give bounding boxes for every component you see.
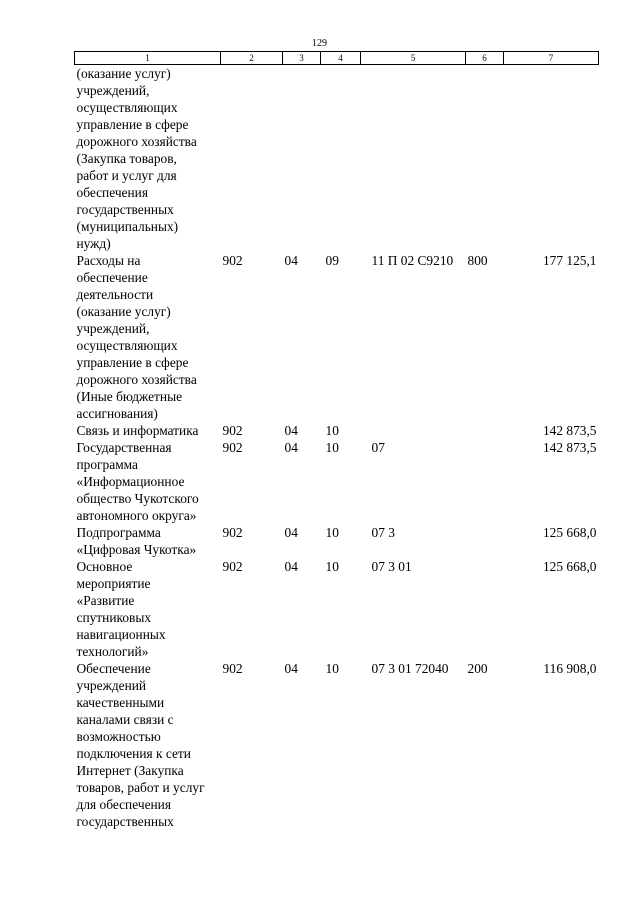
row-section: 04 (284, 423, 298, 438)
row-amount: 116 908,0 (543, 661, 597, 676)
page-number: 129 (312, 38, 327, 49)
row-subsection: 09 (325, 253, 339, 268)
table-row (75, 524, 599, 558)
row-amount: 125 668,0 (542, 559, 597, 574)
row-target-article: 11 П 02 С9210 (371, 253, 454, 268)
budget-table (74, 51, 599, 830)
table-row (75, 252, 599, 422)
table-row (75, 660, 599, 830)
table-row (75, 558, 599, 660)
table-row (75, 65, 599, 253)
row-section: 04 (284, 525, 298, 540)
column-header-4: 4 (321, 52, 361, 65)
row-section: 04 (284, 661, 298, 676)
row-expense-type: 800 (467, 253, 488, 268)
row-subsection: 10 (325, 661, 339, 676)
column-header-5: 5 (361, 52, 466, 65)
table-row (75, 422, 599, 439)
row-expense-type (466, 558, 504, 660)
row-admin-code: 902 (222, 423, 243, 438)
row-expense-type (466, 439, 504, 524)
row-amount: 142 873,5 (542, 423, 597, 438)
row-section: 04 (284, 559, 298, 574)
row-section: 04 (284, 253, 298, 268)
row-amount: 177 125,1 (542, 253, 597, 268)
column-header-6: 6 (466, 52, 504, 65)
row-expense-type (466, 524, 504, 558)
row-admin-code: 902 (222, 661, 243, 676)
row-section (283, 65, 321, 253)
row-target-article: 07 3 01 (371, 559, 412, 574)
row-amount (504, 65, 599, 253)
row-name: Государственная программа «Информационное общество Чукотского автономного округа» (76, 440, 199, 523)
row-section: 04 (284, 440, 298, 455)
row-expense-type: 200 (467, 661, 488, 676)
row-target-article (361, 422, 466, 439)
row-subsection: 10 (325, 440, 339, 455)
row-target-article: 07 3 01 72040 (371, 661, 449, 676)
row-admin-code: 902 (222, 253, 243, 268)
column-header-2: 2 (221, 52, 283, 65)
row-name: Основное мероприятие «Развитие спутниковых навигационных технологий» (76, 559, 166, 659)
row-admin-code: 902 (222, 525, 243, 540)
column-header-3: 3 (283, 52, 321, 65)
row-expense-type (466, 422, 504, 439)
row-amount: 142 873,5 (542, 440, 597, 455)
column-number-row (75, 52, 599, 65)
column-header-1: 1 (75, 52, 221, 65)
row-subsection: 10 (325, 423, 339, 438)
row-expense-type (466, 65, 504, 253)
row-name: (оказание услуг) учреждений, осуществляющих управление в сфере дорожного хозяйства (Закупка товаров, работ и услуг для обеспечения государственных (муниципальных) нужд) (76, 66, 197, 251)
row-target-article (361, 65, 466, 253)
row-subsection (321, 65, 361, 253)
row-amount: 125 668,0 (542, 525, 597, 540)
table-row (75, 439, 599, 524)
row-subsection: 10 (325, 525, 339, 540)
row-name: Связь и информатика (76, 423, 199, 438)
row-target-article: 07 (371, 440, 385, 455)
row-name: Подпрограмма «Цифровая Чукотка» (76, 525, 197, 557)
row-admin-code: 902 (222, 440, 243, 455)
row-name: Обеспечение учреждений качественными каналами связи с возможностью подключения к сети Интернет (Закупка товаров, работ и услуг для обеспечения государственных (76, 661, 205, 829)
row-admin-code: 902 (222, 559, 243, 574)
row-target-article: 07 3 (371, 525, 395, 540)
row-subsection: 10 (325, 559, 339, 574)
row-name: Расходы на обеспечение деятельности (оказание услуг) учреждений, осуществляющих управление в сфере дорожного хозяйства (Иные бюджетные ассигнования) (76, 253, 197, 421)
column-header-7: 7 (504, 52, 599, 65)
row-admin-code (221, 65, 283, 253)
